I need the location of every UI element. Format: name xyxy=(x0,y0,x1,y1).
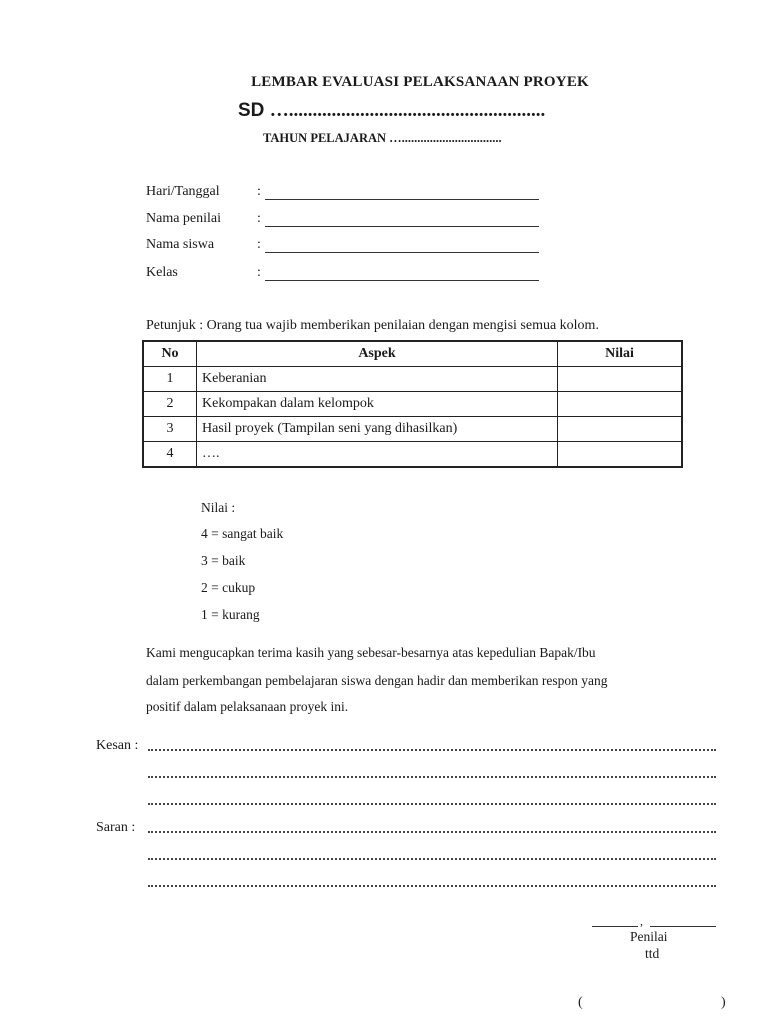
nilai-key-item: 2 = cukup xyxy=(201,580,256,595)
signature-separator: , xyxy=(640,914,643,928)
saran-line[interactable] xyxy=(148,885,716,887)
saran-line[interactable] xyxy=(148,858,716,860)
kesan-line[interactable] xyxy=(148,776,716,778)
table-row xyxy=(143,417,682,442)
hari-tanggal-field[interactable] xyxy=(265,199,539,200)
row-nilai-cell[interactable] xyxy=(558,392,683,417)
kesan-line[interactable] xyxy=(148,803,716,805)
nilai-key-item: 4 = sangat baik xyxy=(201,526,284,541)
nama-siswa-field[interactable] xyxy=(265,252,539,253)
field-label-nama-penilai: Nama penilai xyxy=(146,211,222,226)
instruction-text: Petunjuk : Orang tua wajib memberikan penilaian dengan mengisi semua kolom. xyxy=(146,318,599,333)
field-colon: : xyxy=(257,184,261,199)
row-nilai-cell[interactable] xyxy=(558,417,683,442)
table-row xyxy=(143,367,682,392)
nilai-key-title: Nilai : xyxy=(201,500,236,515)
tahun-dots: …................................ xyxy=(389,131,502,145)
table-row xyxy=(143,442,682,468)
row-aspek: …. xyxy=(197,442,558,468)
school-name-line xyxy=(238,100,545,122)
saran-line[interactable] xyxy=(148,831,716,833)
nilai-key-item: 3 = baik xyxy=(201,553,246,568)
tahun-label: TAHUN PELAJARAN xyxy=(263,131,387,145)
evaluation-table xyxy=(142,340,683,468)
signature-paren-open: ( xyxy=(578,995,583,1010)
row-nilai-cell[interactable] xyxy=(558,367,683,392)
table-row xyxy=(143,392,682,417)
field-label-kelas: Kelas xyxy=(146,265,178,280)
thanks-line: dalam perkembangan pembelajaran siswa dengan hadir dan memberikan respon yang xyxy=(146,673,608,688)
row-no: 2 xyxy=(143,392,197,417)
row-aspek: Hasil proyek (Tampilan seni yang dihasilkan) xyxy=(197,417,558,442)
row-aspek: Keberanian xyxy=(197,367,558,392)
nilai-key-item: 1 = kurang xyxy=(201,607,260,622)
field-label-hari-tanggal: Hari/Tanggal xyxy=(146,184,220,199)
kesan-line[interactable] xyxy=(148,749,716,751)
kesan-label: Kesan : xyxy=(96,738,139,753)
field-colon: : xyxy=(257,237,261,252)
thanks-line: positif dalam pelaksanaan proyek ini. xyxy=(146,699,349,714)
document-title: LEMBAR EVALUASI PELAKSANAAN PROYEK xyxy=(251,74,589,90)
sd-dots: …...................................................... xyxy=(269,100,546,121)
signature-paren-close: ) xyxy=(721,995,726,1010)
row-no: 1 xyxy=(143,367,197,392)
nama-penilai-field[interactable] xyxy=(265,226,539,227)
row-nilai-cell[interactable] xyxy=(558,442,683,468)
thanks-line: Kami mengucapkan terima kasih yang sebesar-besarnya atas kepedulian Bapak/Ibu xyxy=(146,645,596,660)
row-no: 3 xyxy=(143,417,197,442)
signature-place-line[interactable] xyxy=(592,926,638,927)
row-aspek: Kekompakan dalam kelompok xyxy=(197,392,558,417)
row-no: 4 xyxy=(143,442,197,468)
field-colon: : xyxy=(257,265,261,280)
table-header-row xyxy=(143,341,682,367)
academic-year-line xyxy=(263,131,502,146)
header-no: No xyxy=(143,341,197,367)
signature-role: Penilai xyxy=(630,929,668,944)
field-colon: : xyxy=(257,211,261,226)
field-label-nama-siswa: Nama siswa xyxy=(146,237,215,252)
kelas-field[interactable] xyxy=(265,280,539,281)
saran-label: Saran : xyxy=(96,820,136,835)
signature-ttd: ttd xyxy=(645,946,660,961)
sd-prefix: SD xyxy=(238,100,265,121)
header-nilai: Nilai xyxy=(558,341,683,367)
signature-date-line[interactable] xyxy=(650,926,716,927)
header-aspek: Aspek xyxy=(197,341,558,367)
